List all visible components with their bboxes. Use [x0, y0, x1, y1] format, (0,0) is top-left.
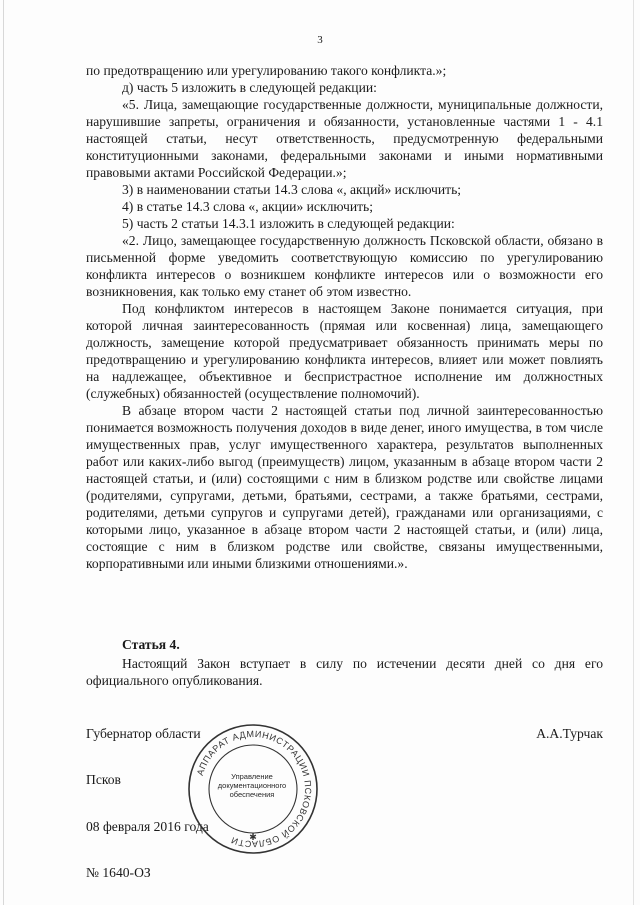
paragraph-5: 5) часть 2 статьи 14.3.1 изложить в следующей редакции: — [122, 216, 455, 231]
stamp-inner-text — [212, 772, 292, 799]
paragraph-6: «2. Лицо, замещающее государственную должность Псковской области, обязано в письменной форме уведомить соответствующую комиссию по урегулированию конфликта интересов о возникшем конфликте интересов или о возможности его возникновения, как только ему станет об этом известно. — [86, 233, 603, 299]
article-text — [86, 655, 603, 689]
scan-edge-left — [3, 0, 4, 905]
stamp-star-icon: ✱ — [249, 832, 257, 842]
page-number: 3 — [317, 34, 323, 46]
signature-city: Псков — [86, 772, 121, 787]
stamp-line-3: обеспечения — [229, 790, 275, 799]
signature-name: А.А.Турчак — [536, 726, 603, 741]
paragraph-2: «5. Лица, замещающие государственные должности, муниципальные должности, нарушившие запреты, ограничения и обязанности, установленные частями 1 - 4.1 настоящей статьи, несут ответственность, предусмотренную федеральными конституционными законами, федеральными законами и иными нормативными правовыми актами Российской Федерации.»; — [86, 97, 603, 180]
stamp-ring-text: АППАРАТ АДМИНИСТРАЦИИ ПСКОВСКОЙ ОБЛАСТИ — [194, 728, 314, 850]
scan-edge-right — [633, 0, 634, 905]
signature-position: Губернатор области — [86, 726, 201, 741]
signature-date: 08 февраля 2016 года — [86, 819, 209, 834]
paragraph-0: по предотвращению или урегулированию такого конфликта.»; — [86, 63, 447, 78]
stamp-line-2: документационного — [217, 781, 287, 790]
stamp-line-1: Управление — [231, 772, 273, 781]
article-text-content: Настоящий Закон вступает в силу по истечении десяти дней со дня его официального опубликования. — [86, 656, 603, 688]
law-text-body — [86, 62, 603, 572]
paragraph-8: В абзаце втором части 2 настоящей статьи под личной заинтересованностью понимается возможность получения доходов в виде денег, иного имущества, в том числе имущественных прав, услуг имущественного характера, результатов выполненных работ или каких-либо выгод (преимуществ) лицом, указанным в абзаце втором части 2 настоящей статьи, и (или) состоящими с ним в близком родстве или свойстве лицами (родителями, супругами, детьми, братьями, сестрами, а также братьями, сестрами, родителями, детьми супругов и супругами детей), гражданами или организациями, с которыми лицо, указанное в абзаце втором части 2 настоящей статьи, и (или) лица, состоящие с ним в близком родстве или свойстве, связаны имущественными, корпоративными или иными близкими отношениями.». — [86, 403, 603, 571]
article-title: Статья 4. — [122, 637, 180, 652]
law-number: № 1640-ОЗ — [86, 865, 151, 880]
paragraph-4: 4) в статье 14.3 слова «, акции» исключить; — [122, 199, 374, 214]
paragraph-1: д) часть 5 изложить в следующей редакции: — [122, 80, 377, 95]
paragraph-7: Под конфликтом интересов в настоящем Законе понимается ситуация, при которой личная заинтересованность (прямая или косвенная) лица, замещающего должность, замещение которой предусматривает обязанность принимать меры по предотвращению и урегулированию конфликта интересов, влияет или может повлиять на надлежащее, объективное и беспристрастное исполнение им должностных (служебных) обязанностей (осуществление полномочий). — [86, 301, 603, 401]
paragraph-3: 3) в наименовании статьи 14.3 слова «, акций» исключить; — [122, 182, 462, 197]
